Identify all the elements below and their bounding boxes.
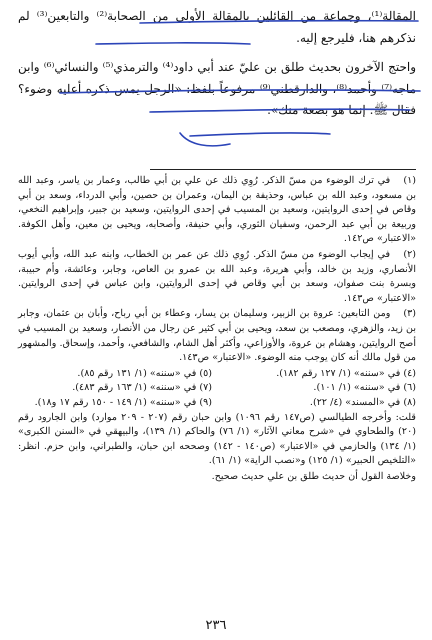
footnote-text: في «سننه» (١/ ١٢٧ رقم ١٨٢). <box>276 367 401 379</box>
footnote-number: (٤) <box>403 367 416 379</box>
footnote-5 <box>18 367 212 382</box>
footnotes <box>18 174 416 485</box>
footnote-number: (٩) <box>199 396 212 408</box>
page-number: ٢٣٦ <box>205 618 227 633</box>
closing-summary: وخلاصة القول أن حديث طلق بن علي حديث صحيح. <box>211 470 416 482</box>
footnote-separator <box>150 169 416 170</box>
paragraph-1: المقالة⁽¹⁾، وجماعة من القائلين بالمقالة الأولى من الصحابة⁽²⁾ والتابعين⁽³⁾ لم نذكرهم هنا، فليرجع إليه. <box>18 9 417 45</box>
footnote-text: في ترك الوضوء من مسّ الذكر. رُوِي ذلك عن علي بن أبي طالب، وعمار بن ياسر، وعبد الله بن مسعود، وعبد الله بن عباس، وحذيفة بن اليمان، وعمران بن حصين، وأبي الدرداء، وسعد بن أبي وقاص في إحدى الروايتين، وسعيد بن المسيب في إحدى الروايتين، وسعيد بن جبير، وإبراهيم النخعي، وربيعة بن أبي عبد الرحمن، وسفيان الثوري، وأبي حنيفة، وأصحابه، ويحيى بن معين، وأهل الكوفة. «الاعتبار» ص١٤٢. <box>18 175 416 245</box>
footnote-1 <box>18 174 416 247</box>
footnote-references <box>18 367 416 411</box>
footnote-8 <box>222 396 416 411</box>
footnote-number: (٥) <box>199 367 212 379</box>
footnote-text: في «سننه» (١/ ١٦٣ رقم ٤٨٣). <box>72 382 197 394</box>
footnote-number: (٢) <box>403 248 416 260</box>
footnote-text: في «المسند» (٤/ ٢٢). <box>309 396 401 408</box>
footnote-number: (١) <box>403 175 416 186</box>
footnote-text: في «سننه» (١/ ١٤٩ - ١٥٠ رقم ١٧ و١٨). <box>34 396 197 408</box>
paragraph-2: واحتج الآخرون بحديث طلق بن عليّ عند أبي داود⁽⁴⁾ والترمذي⁽⁵⁾ والنسائي⁽⁶⁾ وابن ماجه⁽⁷⁾ وأحمد⁽⁸⁾، والدارقطني⁽⁹⁾ مرفوعاً بلفظ: «الرجل يمس ذكره أعليه وضوء؟ فقال ﷺ: إنما هو بضعة منك». <box>18 60 417 117</box>
footnote-7 <box>18 381 212 396</box>
footnote-text: في «سننه» (١/ ١٠١). <box>313 382 401 394</box>
underline-line-5 <box>190 133 330 136</box>
footnote-2 <box>18 248 416 306</box>
footnote-text: في إيجاب الوضوء من مسّ الذكر. رُوِي ذلك عن عمر بن الخطاب، وابنه عبد الله، وأبي أيوب الأنصاري، وزيد بن خالد، وأبي هريرة، وعبد الله بن عمرو بن العاص، وجابر، وعائشة، وأم حبيبة، وبسرة بنت صفوان، وسعد بن أبي وقاص في إحدى الروايتين، وابن عباس في إحدى الروايتين. «الاعتبار» ص١٤٣. <box>18 248 416 304</box>
footnote-number: (٣) <box>403 308 416 320</box>
footnote-number: (٧) <box>199 382 212 394</box>
closing-note: قلت: وأخرجه الطيالسي (ص١٤٧ رقم ١٠٩٦) وابن حبان رقم (٢٠٧ - ٢٠٩ موارد) وابن الجارود رقم (٢٠) والطحاوي في «شرح معاني الآثار» (١/ ٧٦) والحاكم (١/ ١٣٩)، والبيهقي في «السنن الكبرى» (١/ ١٣٤) والحازمي في «الاعتبار» (ص١٤٠ - ١٤٢) وصححه ابن حبان، والطبراني، وابن حزم. انظر: «التلخيص الحبير» (١/ ١٢٥) و«نصب الراية» (١/ ٦١). <box>18 411 417 467</box>
footnote-text: في «سننه» (١/ ١٣١ رقم ٨٥). <box>77 367 197 379</box>
footnote-6 <box>222 381 416 396</box>
footnote-3 <box>18 307 416 365</box>
footnote-number: (٨) <box>403 396 416 408</box>
footnote-text: ومن التابعين: عروة بن الزبير، وسليمان بن يسار، وعطاء بن أبي رباح، وأبان بن عثمان، وجابر بن زيد، والزهري، ومصعب بن سعد، ويحيى بن أبي كثير عن رجال من الأنصار، وسعيد بن المسيب في أصح الروايتين، وهشام بن عروة، والأوزاعي، وأكثر أهل الشام، والشافعي، وأحمد، وإسحاق. والمشهور من قول مالك أنه كان يوجب منه الوضوء. «الاعتبار» ص١٤٣. <box>18 308 416 364</box>
footnote-number: (٦) <box>403 382 416 394</box>
main-text <box>18 6 416 122</box>
footnote-9 <box>18 396 212 411</box>
underline-line-6 <box>180 133 230 146</box>
footnote-4 <box>222 367 416 382</box>
